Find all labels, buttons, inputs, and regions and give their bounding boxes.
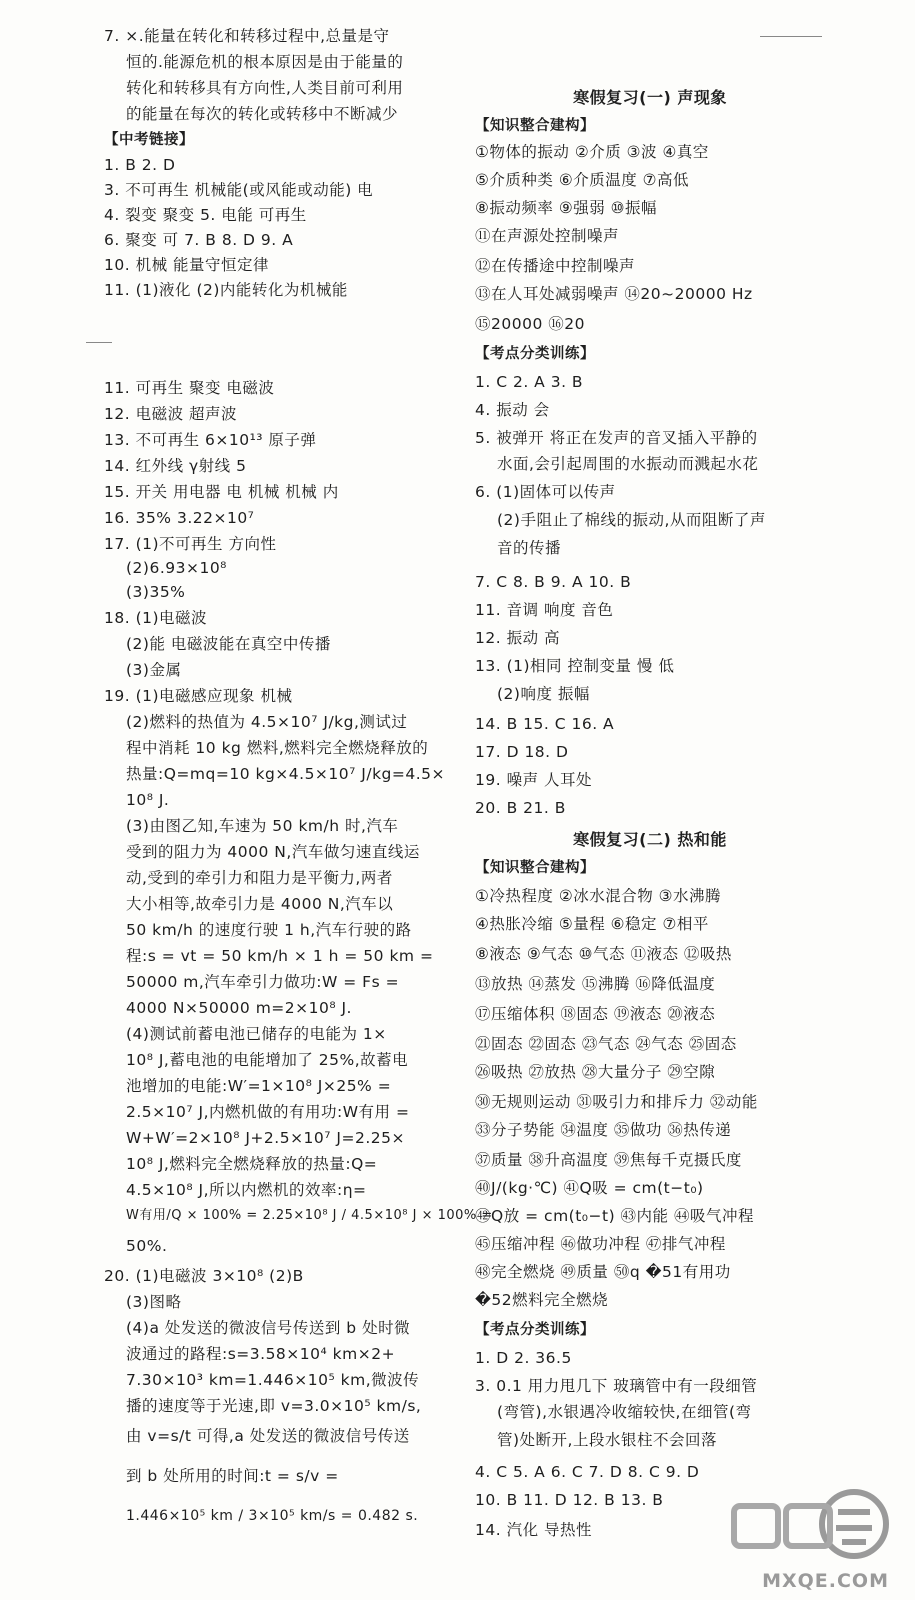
- text-line: ⑫在传播途中控制噪声: [475, 257, 636, 275]
- text-line: 音的传播: [497, 539, 562, 557]
- text-line: 11. 可再生 聚变 电磁波: [104, 379, 275, 397]
- text-line: 播的速度等于光速,即 v=3.0×10⁵ km/s,: [126, 1397, 422, 1415]
- section-heading: 【考点分类训练】: [475, 346, 595, 362]
- text-line: ㉚无规则运动 ㉛吸引力和排斥力 ㉜动能: [475, 1093, 758, 1111]
- text-line: (2)6.93×10⁸: [126, 559, 227, 577]
- text-line: 4.5×10⁸ J,所以内燃机的效率:η=: [126, 1181, 367, 1199]
- text-line: 19. (1)电磁感应现象 机械: [104, 687, 293, 705]
- text-line: 1. D 2. 36.5: [475, 1349, 572, 1367]
- text-line: (弯管),水银遇冷收缩较快,在细管(弯: [497, 1403, 752, 1421]
- divider: [760, 36, 822, 37]
- text-line: ⑬在人耳处减弱噪声 ⑭20~20000 Hz: [475, 285, 753, 303]
- text-line: (2)响度 振幅: [497, 685, 590, 703]
- text-line: W+W′=2×10⁸ J+2.5×10⁷ J=2.25×: [126, 1129, 405, 1147]
- section-heading: 【中考链接】: [104, 132, 194, 148]
- text-line: 4000 N×50000 m=2×10⁸ J.: [126, 999, 352, 1017]
- text-line: 水面,会引起周围的水振动而溅起水花: [497, 455, 759, 473]
- text-line: �52燃料完全燃烧: [475, 1291, 609, 1309]
- text-line: 13. 不可再生 6×10¹³ 原子弹: [104, 431, 317, 449]
- text-line: (3)图略: [126, 1293, 182, 1311]
- watermark-site-text: MXQE.COM: [762, 1570, 889, 1592]
- text-line: ㊽完全燃烧 ㊾质量 ㊿q �51有用功: [475, 1263, 731, 1281]
- text-line: 1. B 2. D: [104, 156, 176, 174]
- text-line: 19. 噪声 人耳处: [475, 771, 593, 789]
- text-line: 14. B 15. C 16. A: [475, 715, 615, 733]
- text-line: ㊺压缩冲程 ㊻做功冲程 ㊼排气冲程: [475, 1235, 726, 1253]
- text-line: 10. B 11. D 12. B 13. B: [475, 1491, 664, 1509]
- text-line: 6. 聚变 可 7. B 8. D 9. A: [104, 231, 294, 249]
- text-line: (3)金属: [126, 661, 182, 679]
- site-watermark: [720, 1478, 895, 1596]
- text-line: ⑪在声源处控制噪声: [475, 227, 620, 245]
- text-line: 50000 m,汽车牵引力做功:W = Fs =: [126, 973, 400, 991]
- text-line: 到 b 处所用的时间:t = s/v =: [126, 1467, 339, 1485]
- text-line: 11. 音调 响度 音色: [475, 601, 614, 619]
- answer-circle-logo-icon: [726, 1484, 891, 1564]
- text-line: ①物体的振动 ②介质 ③波 ④真空: [475, 143, 709, 161]
- text-line: 池增加的电能:W′=1×10⁸ J×25% =: [126, 1077, 392, 1095]
- text-line: ㊷Q放 = cm(t₀−t) ㊸内能 ㊹吸气冲程: [475, 1207, 754, 1225]
- divider: [86, 342, 112, 343]
- text-line: 10⁸ J,燃料完全燃烧释放的热量:Q=: [126, 1155, 378, 1173]
- text-line: ⑤介质种类 ⑥介质温度 ⑦高低: [475, 171, 690, 189]
- text-line: 程中消耗 10 kg 燃料,燃料完全燃烧释放的: [126, 739, 429, 757]
- text-line: 4. 振动 会: [475, 401, 550, 419]
- section-title: 寒假复习(二) 热和能: [573, 830, 727, 849]
- text-line: ⑧振动频率 ⑨强弱 ⑩振幅: [475, 199, 658, 217]
- text-line: 7. C 8. B 9. A 10. B: [475, 573, 632, 591]
- text-line: 17. D 18. D: [475, 743, 569, 761]
- text-line: 6. (1)固体可以传声: [475, 483, 616, 501]
- text-line: 7. ×.能量在转化和转移过程中,总量是守: [104, 27, 390, 45]
- text-line: 4. 裂变 聚变 5. 电能 可再生: [104, 206, 307, 224]
- text-line: 1. C 2. A 3. B: [475, 373, 584, 391]
- section-title: 寒假复习(一) 声现象: [573, 88, 727, 107]
- text-line: ⑰压缩体积 ⑱固态 ⑲液态 ⑳液态: [475, 1005, 716, 1023]
- text-line: 管)处断开,上段水银柱不会回落: [497, 1431, 717, 1449]
- section-heading: 【知识整合建构】: [475, 860, 595, 876]
- formula-line: W有用/Q × 100% = 2.25×10⁸ J / 4.5×10⁸ J × 100% =: [126, 1208, 493, 1223]
- text-line: 热量:Q=mq=10 kg×4.5×10⁷ J/kg=4.5×: [126, 765, 446, 783]
- text-line: 由 v=s/t 可得,a 处发送的微波信号传送: [126, 1427, 410, 1445]
- text-line: 17. (1)不可再生 方向性: [104, 535, 277, 553]
- section-heading: 【考点分类训练】: [475, 1322, 595, 1338]
- text-line: 20. (1)电磁波 3×10⁸ (2)B: [104, 1267, 304, 1285]
- text-line: 11. (1)液化 (2)内能转化为机械能: [104, 281, 348, 299]
- text-line: 7.30×10³ km=1.446×10⁵ km,微波传: [126, 1371, 420, 1389]
- text-line: 18. (1)电磁波: [104, 609, 208, 627]
- text-line: ④热胀冷缩 ⑤量程 ⑥稳定 ⑦相平: [475, 915, 709, 933]
- text-line: 恒的.能源危机的根本原因是由于能量的: [126, 53, 404, 71]
- section-heading: 【知识整合建构】: [475, 118, 595, 134]
- text-line: 12. 电磁波 超声波: [104, 405, 238, 423]
- text-line: 14. 红外线 γ射线 5: [104, 457, 247, 475]
- text-line: (2)能 电磁波能在真空中传播: [126, 635, 331, 653]
- text-line: 转化和转移具有方向性,人类目前可利用: [126, 79, 404, 97]
- text-line: (2)燃料的热值为 4.5×10⁷ J/kg,测试过: [126, 713, 408, 731]
- text-line: (4)测试前蓄电池已储存的电能为 1×: [126, 1025, 387, 1043]
- text-line: 12. 振动 高: [475, 629, 561, 647]
- text-line: 15. 开关 用电器 电 机械 机械 内: [104, 483, 339, 501]
- text-line: ①冷热程度 ②冰水混合物 ③水沸腾: [475, 887, 722, 905]
- text-line: 10⁸ J,蓄电池的电能增加了 25%,故蓄电: [126, 1051, 409, 1069]
- text-line: 20. B 21. B: [475, 799, 566, 817]
- text-line: 的能量在每次的转化或转移中不断减少: [126, 105, 399, 123]
- text-line: ⑧液态 ⑨气态 ⑩气态 ⑪液态 ⑫吸热: [475, 945, 732, 963]
- text-line: ㉑固态 ㉒固态 ㉓气态 ㉔气态 ㉕固态: [475, 1035, 737, 1053]
- text-line: 受到的阻力为 4000 N,汽车做匀速直线运: [126, 843, 420, 861]
- text-line: ㉝分子势能 ㉞温度 ㉟做功 ㊱热传递: [475, 1121, 732, 1139]
- text-line: ㉖吸热 ㉗放热 ㉘大量分子 ㉙空隙: [475, 1063, 716, 1081]
- formula-line: 1.446×10⁵ km / 3×10⁵ km/s = 0.482 s.: [126, 1508, 419, 1524]
- text-line: 3. 0.1 用力甩几下 玻璃管中有一段细管: [475, 1377, 758, 1395]
- text-line: 14. 汽化 导热性: [475, 1521, 593, 1539]
- text-line: 50%.: [126, 1237, 168, 1255]
- text-line: ㊵J/(kg·℃) ㊶Q吸 = cm(t−t₀): [475, 1179, 704, 1197]
- text-line: 动,受到的牵引力和阻力是平衡力,两者: [126, 869, 393, 887]
- text-line: (4)a 处发送的微波信号传送到 b 处时微: [126, 1319, 411, 1337]
- text-line: (2)手阻止了棉线的振动,从而阻断了声: [497, 511, 766, 529]
- text-line: ⑬放热 ⑭蒸发 ⑮沸腾 ⑯降低温度: [475, 975, 716, 993]
- text-line: (3)由图乙知,车速为 50 km/h 时,汽车: [126, 817, 399, 835]
- text-line: 50 km/h 的速度行驶 1 h,汽车行驶的路: [126, 921, 412, 939]
- text-line: (3)35%: [126, 583, 186, 601]
- text-line: ⑮20000 ⑯20: [475, 315, 585, 333]
- text-line: ㊲质量 ㊳升高温度 ㊴焦每千克摄氏度: [475, 1151, 742, 1169]
- text-line: 13. (1)相同 控制变量 慢 低: [475, 657, 675, 675]
- text-line: 10⁸ J.: [126, 791, 170, 809]
- text-line: 5. 被弹开 将正在发声的音叉插入平静的: [475, 429, 758, 447]
- text-line: 10. 机械 能量守恒定律: [104, 256, 270, 274]
- text-line: 4. C 5. A 6. C 7. D 8. C 9. D: [475, 1463, 700, 1481]
- text-line: 波通过的路程:s=3.58×10⁴ km×2+: [126, 1345, 396, 1363]
- text-line: 大小相等,故牵引力是 4000 N,汽车以: [126, 895, 394, 913]
- text-line: 2.5×10⁷ J,内燃机做的有用功:W有用 =: [126, 1103, 410, 1121]
- text-line: 3. 不可再生 机械能(或风能或动能) 电: [104, 181, 374, 199]
- text-line: 16. 35% 3.22×10⁷: [104, 509, 255, 527]
- text-line: 程:s = vt = 50 km/h × 1 h = 50 km =: [126, 947, 434, 965]
